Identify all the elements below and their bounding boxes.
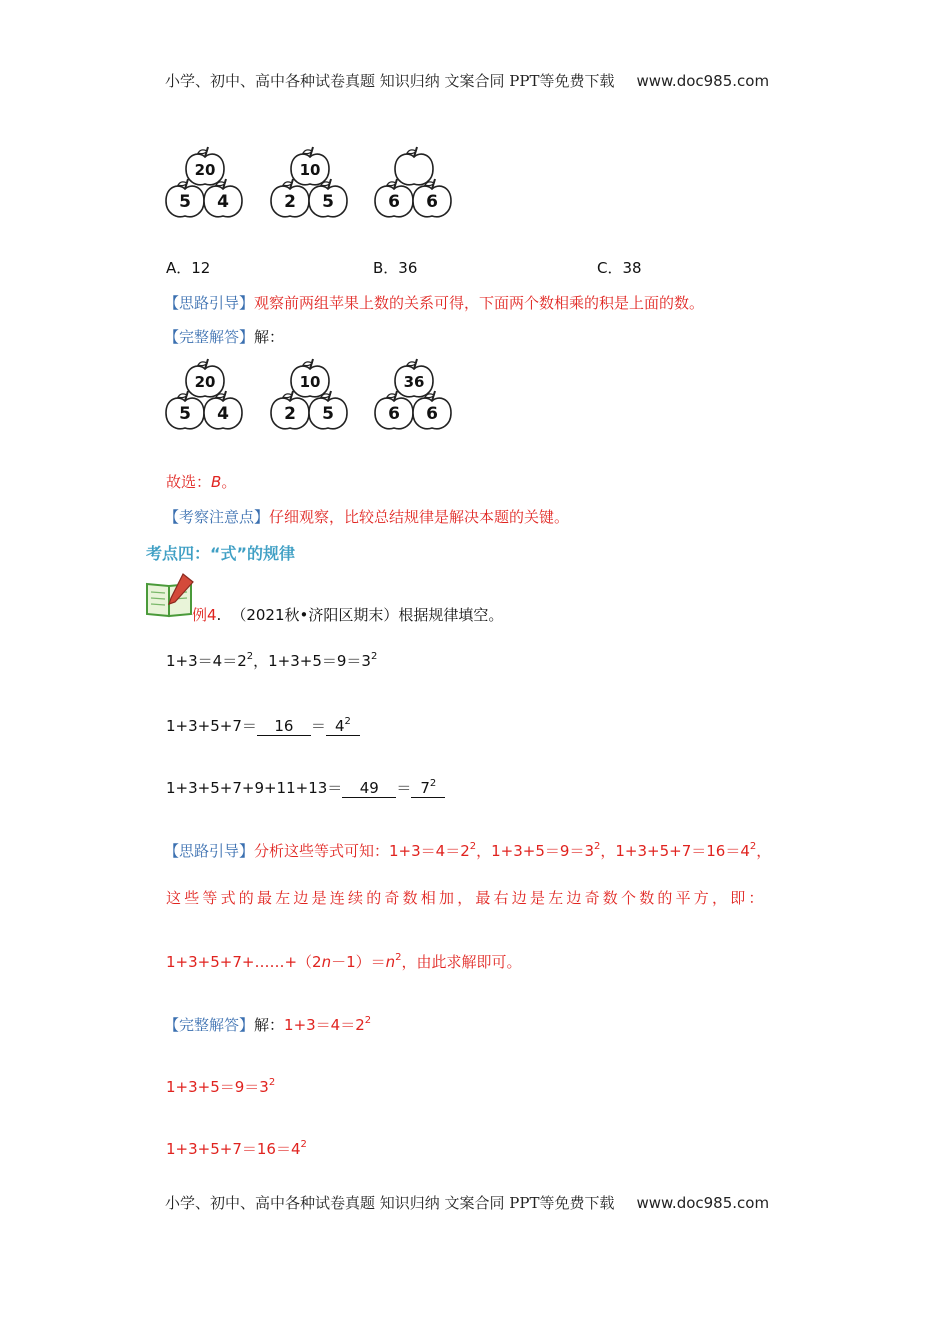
hint-text: 分析这些等式可知：1+3＝4＝2 <box>254 842 470 860</box>
solution-line: 1+3+5＝9＝3 <box>166 1078 269 1096</box>
top-apple <box>395 359 433 397</box>
answer-blank <box>326 717 360 736</box>
apple-group <box>271 359 347 429</box>
top-apple <box>291 359 329 397</box>
hint-text: －1）＝ <box>331 953 386 971</box>
variable-n: n <box>385 953 396 971</box>
ex4-hint-line2: 这些等式的最左边是连续的奇数相加，最右边是左边奇数个数的平方，即： <box>166 889 767 907</box>
example-dot: . <box>216 606 222 624</box>
apple-number: 20 <box>194 373 216 391</box>
eq-lhs: 1+3+5+7+9+11+13＝ <box>166 779 343 797</box>
answer-value: 7 <box>420 779 430 797</box>
example-label: 例4 <box>192 606 217 624</box>
hint-text: 观察前两组苹果上数的关系可得，下面两个数相乘的积是上面的数。 <box>254 294 705 312</box>
ex4-line3 <box>166 777 445 798</box>
apple-group <box>166 147 242 217</box>
ex4-hint-line3 <box>166 951 522 972</box>
hint-tag: 【思路引导】 <box>164 842 255 860</box>
ex4-line2 <box>166 715 360 736</box>
ex4-solution <box>164 1014 371 1035</box>
solution-line: 1+3+5+7＝16＝4 <box>166 1140 301 1158</box>
hint-text: ， <box>756 842 772 860</box>
apple-group <box>271 147 347 217</box>
exponent: 2 <box>594 841 601 852</box>
apple-number: 36 <box>403 373 425 391</box>
book-pencil-icon <box>143 572 199 620</box>
note-text: 仔细观察，比较总结规律是解决本题的关键。 <box>269 508 570 526</box>
footer-site-link[interactable]: www.doc985.com <box>636 1194 770 1212</box>
exponent: 2 <box>344 716 351 727</box>
option-c: C．38 <box>597 259 642 277</box>
exponent: 2 <box>429 778 437 789</box>
header-site-link[interactable]: www.doc985.com <box>636 72 770 90</box>
eq-lhs: 1+3+5+7＝ <box>166 717 257 735</box>
exponent: 2 <box>395 952 402 963</box>
hint-text: ，1+3+5+7＝16＝4 <box>600 842 750 860</box>
top-apple <box>186 359 224 397</box>
exponent: 2 <box>749 841 757 852</box>
apple-number: 20 <box>194 161 216 179</box>
apple-number: 6 <box>388 192 400 212</box>
header-text: 小学、初中、高中各种试卷真题 知识归纳 文案合同 PPT等免费下载 <box>165 72 615 90</box>
note-tag: 【考察注意点】 <box>164 508 270 526</box>
hint-text: 1+3+5+7+……+（2 <box>166 953 322 971</box>
footer-text: 小学、初中、高中各种试卷真题 知识归纳 文案合同 PPT等免费下载 <box>165 1194 615 1212</box>
top-apple <box>186 147 224 185</box>
exponent: 2 <box>246 651 254 662</box>
page-header <box>165 70 769 91</box>
apple-number: 2 <box>284 404 296 424</box>
apple-group <box>375 147 451 217</box>
answer-value: 4 <box>334 717 345 735</box>
solution-label: 解： <box>254 1016 285 1034</box>
ex4-line1 <box>166 650 377 671</box>
apple-number: 2 <box>284 192 296 212</box>
exponent: 2 <box>300 1139 307 1150</box>
choice-letter: B <box>211 473 222 491</box>
solution-line: 1+3＝4＝2 <box>284 1016 365 1034</box>
apple-group <box>375 359 451 429</box>
top-apple <box>291 147 329 185</box>
hint-text: ，1+3+5＝9＝3 <box>476 842 594 860</box>
q3-solution <box>164 326 284 347</box>
apple-number: 4 <box>217 404 229 424</box>
apple-number: 10 <box>299 161 321 179</box>
question-apple-figure <box>160 140 470 228</box>
variable-n: n <box>321 953 332 971</box>
ex4-hint <box>164 840 771 861</box>
apple-number: 5 <box>179 404 191 424</box>
eq-sign: ＝ <box>310 717 326 735</box>
top-apple <box>395 147 433 185</box>
apple-group <box>166 359 242 429</box>
answer-apple-figure <box>160 352 470 440</box>
choice-prefix: 故选： <box>166 473 212 491</box>
q3-hint <box>164 292 704 313</box>
apple-number: 5 <box>322 404 334 424</box>
q3-choice <box>166 471 236 492</box>
apple-number: 6 <box>426 404 438 424</box>
option-b: B．36 <box>373 259 418 277</box>
solution-label: 解： <box>254 328 285 346</box>
example-heading <box>192 604 503 625</box>
exponent: 2 <box>364 1015 372 1026</box>
eq-part: ，1+3+5＝9＝3 <box>253 652 371 670</box>
choice-suffix: 。 <box>221 473 237 491</box>
answer-blank: 16 <box>257 717 311 736</box>
hint-text: ，由此求解即可。 <box>401 953 522 971</box>
section-title: 考点四：“式”的规律 <box>146 544 296 563</box>
eq-part: 1+3＝4＝2 <box>166 652 247 670</box>
ex4-solution-line3 <box>166 1138 307 1159</box>
apple-number: 10 <box>299 373 321 391</box>
eq-sign: ＝ <box>396 779 412 797</box>
answer-blank <box>411 779 445 798</box>
answer-blank: 49 <box>342 779 396 798</box>
ex4-solution-line2 <box>166 1076 275 1097</box>
exponent: 2 <box>268 1077 276 1088</box>
example-text: （2021秋•济阳区期末）根据规律填空。 <box>231 606 504 624</box>
hint-tag: 【思路引导】 <box>164 294 255 312</box>
option-a: A．12 <box>166 259 211 277</box>
apple-number: 6 <box>388 404 400 424</box>
exponent: 2 <box>469 841 477 852</box>
apple-number: 4 <box>217 192 229 212</box>
apple-number: 6 <box>426 192 438 212</box>
exponent: 2 <box>370 651 378 662</box>
page-footer <box>165 1192 769 1213</box>
apple-number: 5 <box>322 192 334 212</box>
apple-number: 5 <box>179 192 191 212</box>
solution-tag: 【完整解答】 <box>164 328 255 346</box>
solution-tag: 【完整解答】 <box>164 1016 255 1034</box>
q3-note <box>164 506 569 527</box>
